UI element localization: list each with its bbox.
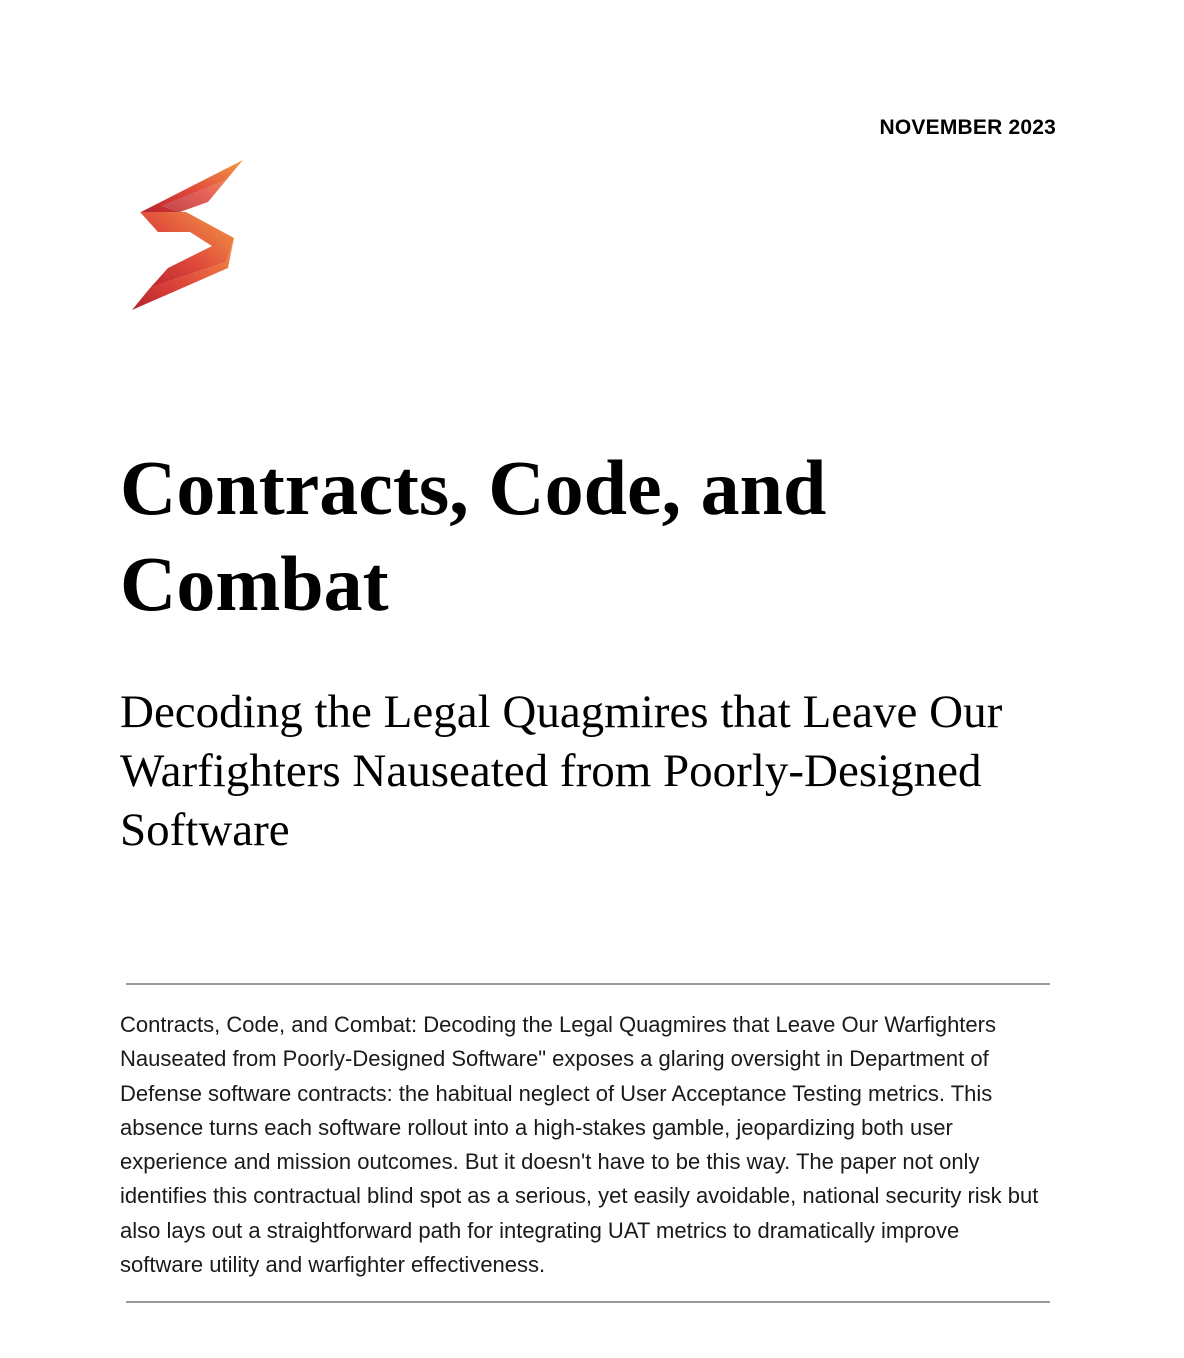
divider-bottom <box>126 1301 1050 1303</box>
document-title: Contracts, Code, and Combat <box>120 444 827 627</box>
document-date: NOVEMBER 2023 <box>879 116 1056 139</box>
lightning-s-logo-icon <box>128 158 248 314</box>
divider-top <box>126 983 1050 985</box>
document-subtitle: Decoding the Legal Quagmires that Leave Our Warfighters Nauseated from Poorly-Designed Software <box>120 686 1003 856</box>
abstract-paragraph: Contracts, Code, and Combat: Decoding the Legal Quagmires that Leave Our Warfighters Nauseated from Poorly-Designed Software" exposes a glaring oversight in Department of Defense software contracts: the habitual neglect of User Acceptance Testing metrics. This absence turns each software rollout into a high-stakes gamble, jeopardizing both user experience and mission outcomes. But it doesn't have to be this way. The paper not only identifies this contractual blind spot as a serious, yet easily avoidable, national security risk but also lays out a straightforward path for integrating UAT metrics to dramatically improve software utility and warfighter effectiveness. <box>120 1012 1039 1278</box>
